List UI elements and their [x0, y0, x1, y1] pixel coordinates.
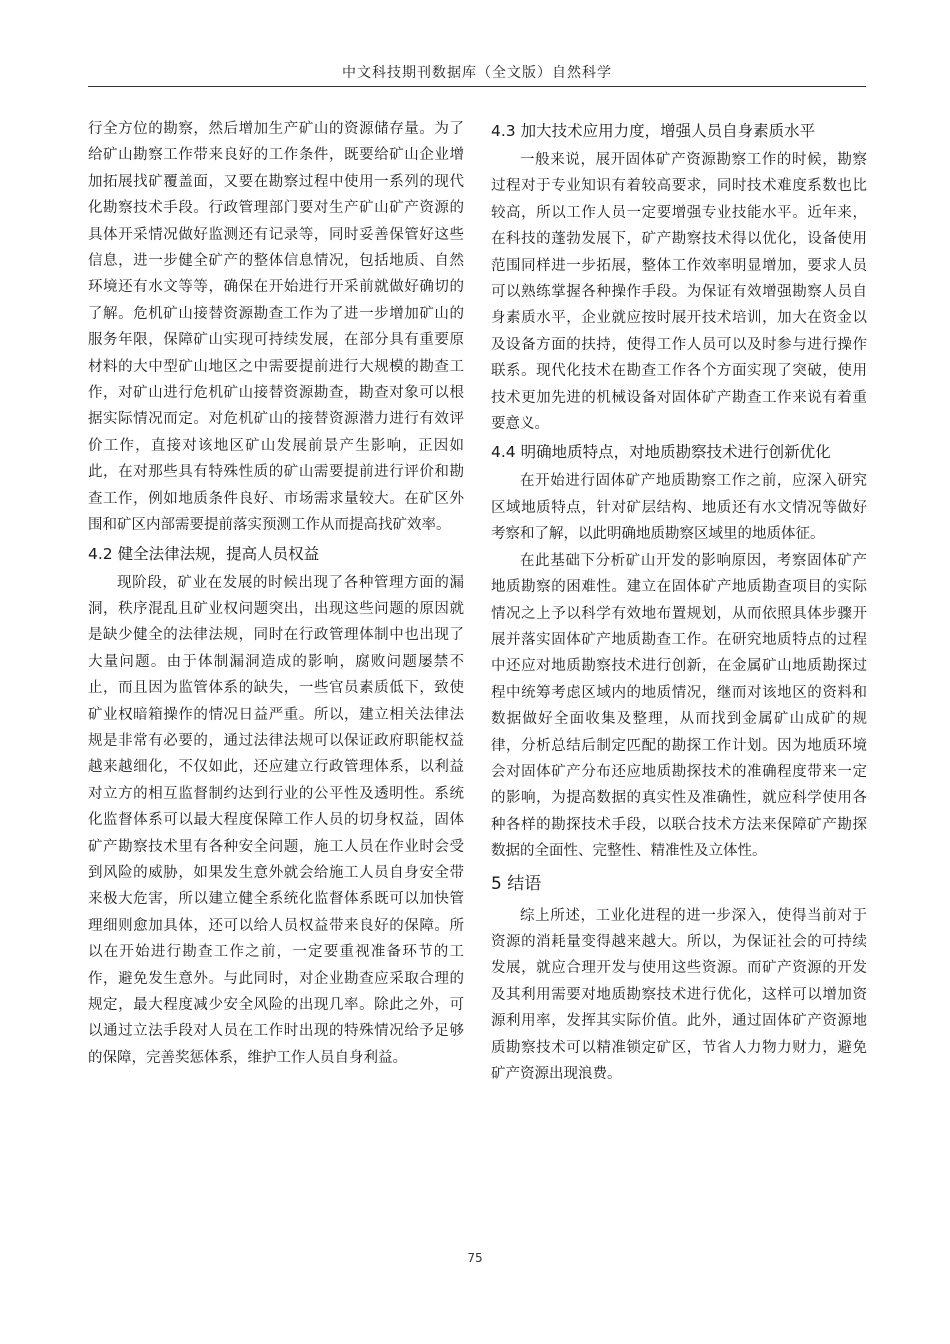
header-divider [88, 86, 866, 87]
section-heading-4-2: 4.2 健全法律法规，提高人员权益 [88, 544, 320, 563]
paragraph-4-4-b: 在此基础下分析矿山开发的影响原因，考察固体矿产地质勘察的困难性。建立在固体矿产地质勘查项目的实际情况之上予以科学有效地布置规划，从而依照具体步骤开展并落实固体矿产地质勘查工作。在研究地质特点的过程中还应对地质勘察技术进行创新，在金属矿山地质勘探过程中统筹考虑区域内的地质情况，继而对该地区的资料和数据做好全面收集及整理，从而找到金属矿山成矿的规律，分析总结后制定匹配的勘探工作计划。因为地质环境会对固体矿产分布还应地质勘探技术的准确程度带来一定的影响，为提高数据的真实性及准确性，就应科学使用各种各样的勘探技术手段，以联合技术方法来保障矿产勘探数据的全面性、完整性、精准性及立体性。 [491, 552, 867, 860]
section-heading-4-3: 4.3 加大技术应用力度，增强人员自身素质水平 [491, 122, 816, 140]
section-heading-4-4: 4.4 明确地质特点，对地质勘察技术进行创新优化 [491, 443, 831, 462]
right-column [491, 116, 867, 1087]
page-number: 75 [467, 1251, 483, 1265]
section-heading-5: 5 结语 [491, 873, 542, 894]
paragraph-4-4-a: 在开始进行固体矿产地质勘察工作之前，应深入研究区域地质特点，针对矿层结构、地质还有水文情况等做好考察和了解，以此明确地质勘察区域里的地质体征。 [491, 473, 867, 543]
paragraph-conclusion: 综上所述，工业化进程的进一步深入，使得当前对于资源的消耗量变得越来越大。所以，为保证社会的可持续发展，就应合理开发与使用这些资源。而矿产资源的开发及其利用需要对地质勘察技术进行优化，这样可以增加资源利用率，发挥其实际价值。此外，通过固体矿产资源地质勘察技术可以精准锁定矿区，节省人力物力财力，避免矿产资源出现浪费。 [491, 907, 867, 1082]
paragraph-4-3: 一般来说，展开固体矿产资源勘察工作的时候，勘察过程对于专业知识有着较高要求，同时技术难度系数也比较高，所以工作人员一定要增强专业技能水平。近年来，在科技的蓬勃发展下，矿产勘察技术得以优化，设备使用范围同样进一步拓展，整体工作效率明显增加，要求人员可以熟练掌握各种操作手段。为保证有效增强勘察人员自身素质水平，企业就应按时展开技术培训，加大在资金以及设备方面的扶持，使得工作人员可以及时参与进行操作联系。现代化技术在勘查工作各个方面实现了突破，使用技术更加先进的机械设备对固体矿产勘查工作来说有着重要意义。 [491, 152, 867, 433]
left-column [88, 116, 464, 1071]
journal-header: 中文科技期刊数据库（全文版）自然科学 [342, 65, 612, 81]
paragraph-continued: 行全方位的勘察，然后增加生产矿山的资源储存量。为了给矿山勘察工作带来良好的工作条件，既要给矿山企业增加拓展找矿覆盖面，又要在勘察过程中使用一系列的现代化勘察技术手段。行政管理部门要对生产矿山矿产资源的具体开采情况做好监测还有记录等，同时妥善保管好这些信息，进一步健全矿产的整体信息情况，包括地质、自然环境还有水文等等，确保在开始进行开采前就做好确切的了解。危机矿山接替资源勘查工作为了进一步增加矿山的服务年限，保障矿山实现可持续发展，在部分具有重要原材料的大中型矿山地区之中需要提前进行大规模的勘查工作，对矿山进行危机矿山接替资源勘查，勘查对象可以根据实际情况而定。对危机矿山的接替资源潜力进行有效评价工作，直接对该地区矿山发展前景产生影响，正因如此，在对那些具有特殊性质的矿山需要提前进行评价和勘查工作，例如地质条件良好、市场需求量较大。在矿区外围和矿区内部需要提前落实预测工作从而提高找矿效率。 [88, 121, 464, 534]
paragraph-4-2: 现阶段，矿业在发展的时候出现了各种管理方面的漏洞，秩序混乱且矿业权问题突出，出现这些问题的原因就是缺少健全的法律法规，同时在行政管理体制中也出现了大量问题。由于体制漏洞造成的影响，腐败问题屡禁不止，而且因为监管体系的缺失，一些官员素质低下，致使矿业权暗箱操作的情况日益严重。所以，建立相关法律法规是非常有必要的，通过法律法规可以保证政府职能权益越来越细化，不仅如此，还应建立行政管理体系，以利益对立方的相互监督制约达到行业的公平性及透明性。系统化监督体系可以最大程度保障工作人员的切身权益，固体矿产勘察技术里有各种安全问题，施工人员在作业时会受到风险的威胁，如果发生意外就会给施工人员自身安全带来极大危害，所以建立健全系统化监督体系既可以加快管理细则愈加具体，还可以给人员权益带来良好的保障。所以在开始进行勘查工作之前，一定要重视准备环节的工作，避免发生意外。与此同时，对企业勘查应采取合理的规定，最大程度减少安全风险的出现几率。除此之外，可以通过立法手段对人员在工作时出现的特殊情况给予足够的保障，完善奖惩体系，维护工作人员自身利益。 [88, 574, 464, 1066]
